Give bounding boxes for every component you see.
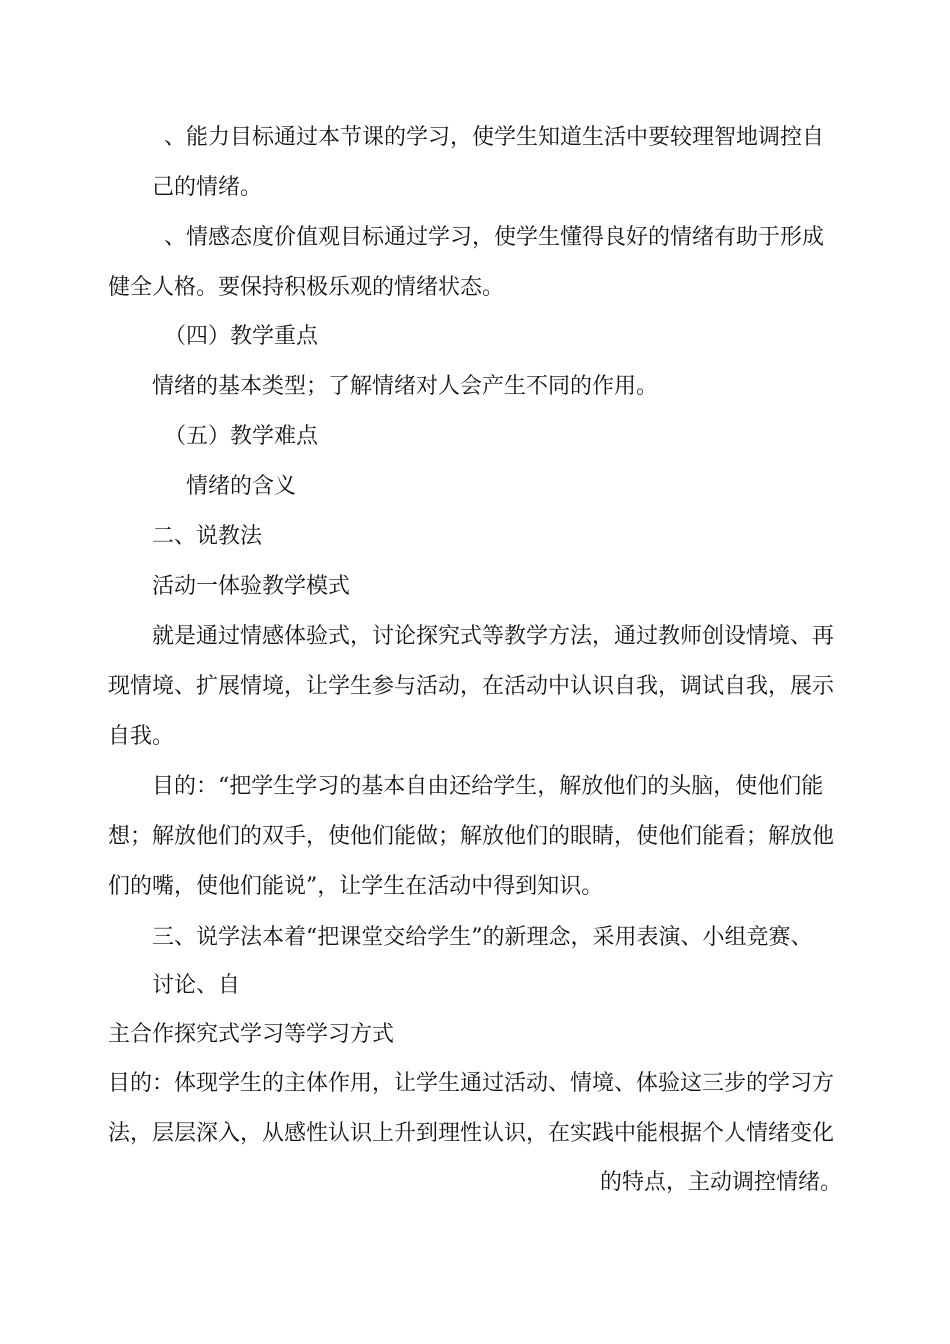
text-line-12: 现情境、扩展情境，让学生参与活动，在活动中认识自我，调试自我，展示 (108, 674, 835, 699)
text-line-17: 三、说学法本着“把课堂交给学生”的新理念，采用表演、小组竞赛、 (152, 925, 813, 950)
text-line-8: 情绪的含义 (186, 474, 297, 499)
text-line-7: （五）教学难点 (164, 424, 319, 449)
text-line-14: 目的：“把学生学习的基本自由还给学生，解放他们的头脑，使他们能 (152, 774, 824, 799)
text-line-19: 主合作探究式学习等学习方式 (108, 1022, 395, 1047)
text-line-16: 们的嘴，使他们能说”，让学生在活动中得到知识。 (108, 874, 604, 899)
text-line-22: 的特点，主动调控情绪。 (600, 1170, 843, 1195)
text-line-1: 、能力目标通过本节课的学习，使学生知道生活中要较理智地调控自 (164, 125, 825, 150)
text-line-3: 、情感态度价值观目标通过学习，使学生懂得良好的情绪有助于形成 (164, 225, 825, 250)
text-line-9: 二、说教法 (152, 524, 263, 549)
text-line-20: 目的：体现学生的主体作用，让学生通过活动、情境、体验这三步的学习方 (108, 1071, 835, 1096)
text-line-10: 活动一体验教学模式 (152, 574, 351, 599)
text-line-21: 法，层层深入，从感性认识上升到理性认识，在实践中能根据个人情绪变化 (108, 1121, 835, 1146)
text-line-4: 健全人格。要保持积极乐观的情绪状态。 (108, 275, 505, 300)
text-line-6: 情绪的基本类型；了解情绪对人会产生不同的作用。 (152, 374, 659, 399)
text-line-5: （四）教学重点 (164, 324, 319, 349)
text-line-2: 己的情绪。 (152, 175, 263, 200)
text-line-18: 讨论、自 (152, 973, 241, 998)
text-line-15: 想；解放他们的双手，使他们能做；解放他们的眼睛，使他们能看；解放他 (108, 824, 835, 849)
text-line-11: 就是通过情感体验式，讨论探究式等教学方法，通过教师创设情境、再 (152, 624, 835, 649)
text-line-13: 自我。 (108, 724, 175, 749)
